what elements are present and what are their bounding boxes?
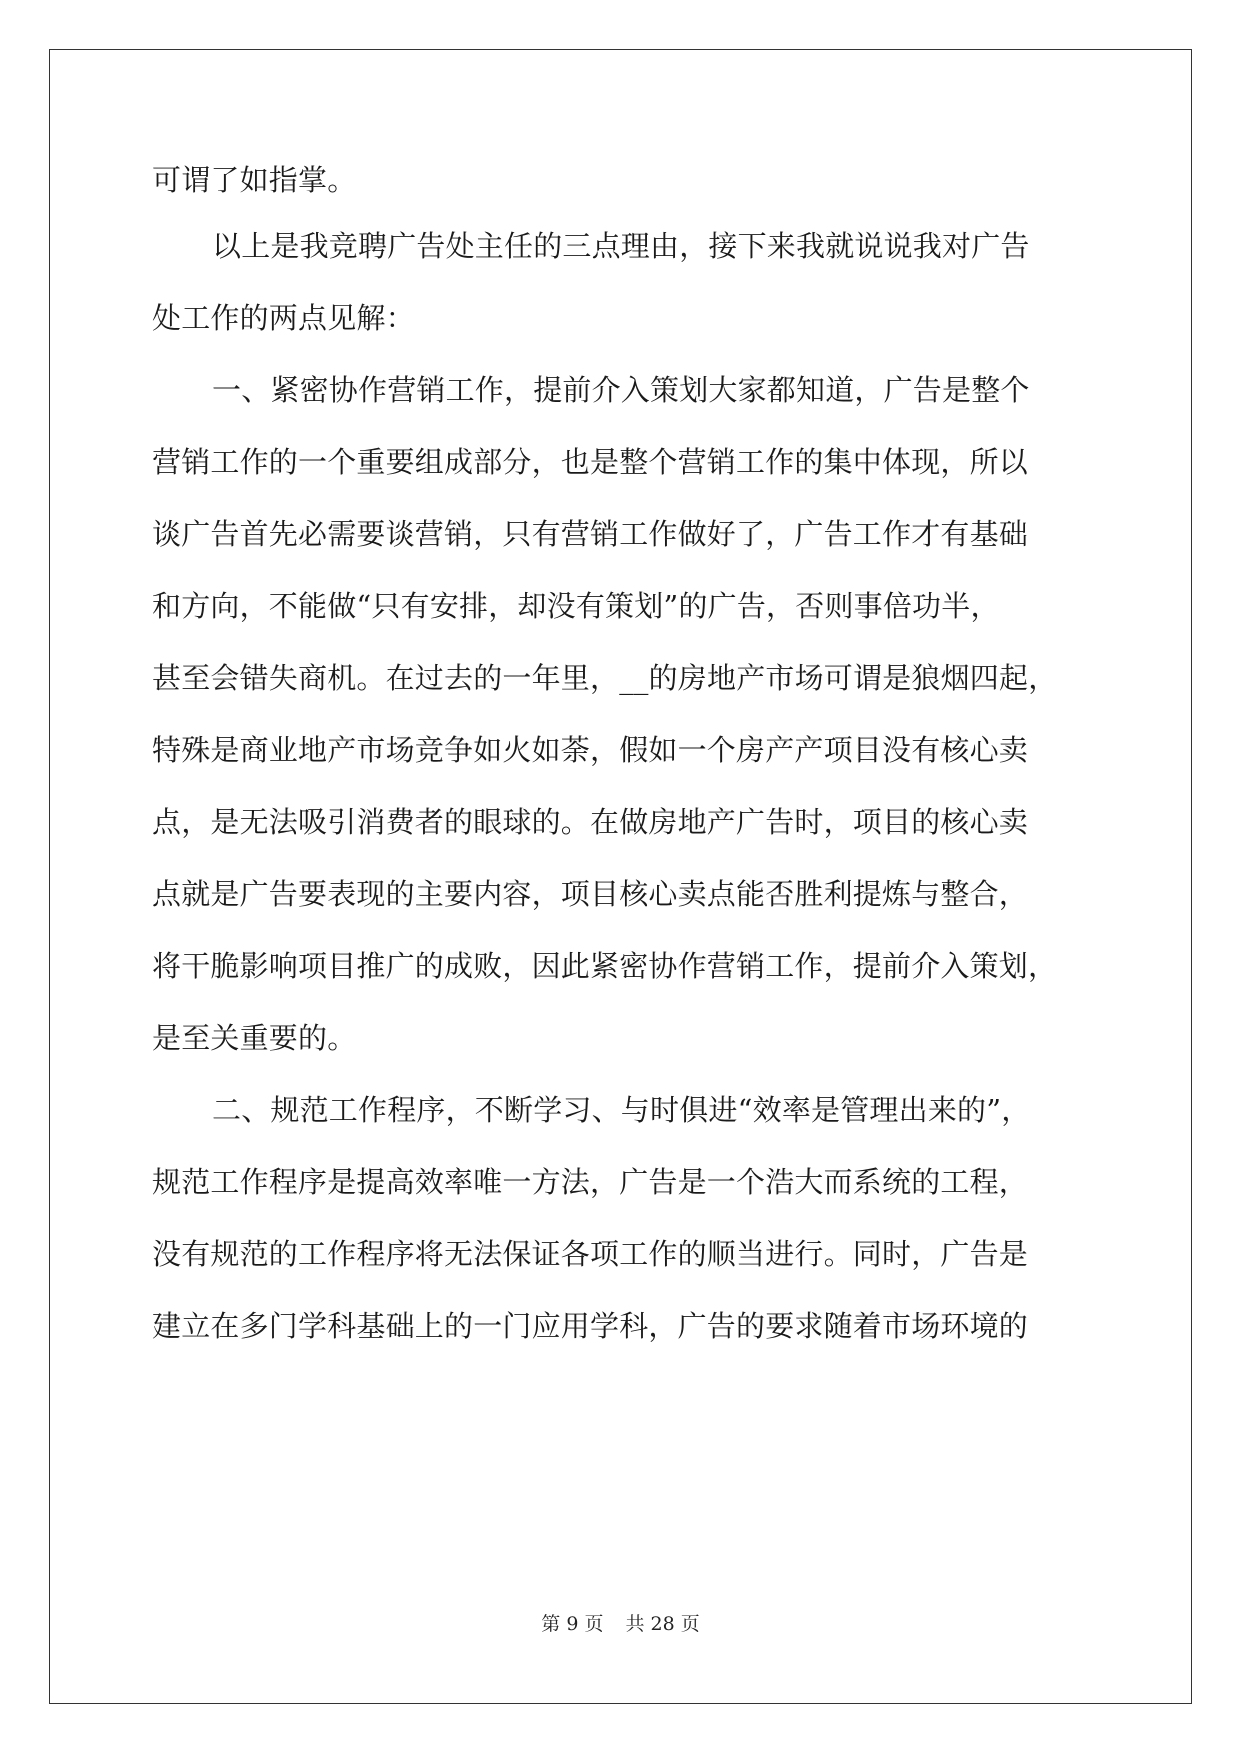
paragraph-line: 将干脆影响项目推广的成败，因此紧密协作营销工作，提前介入策划， (152, 949, 1058, 983)
paragraph-line: 特殊是商业地产市场竞争如火如荼，假如一个房产产项目没有核心卖 (152, 733, 1029, 767)
paragraph-line: 点就是广告要表现的主要内容，项目核心卖点能否胜利提炼与整合， (152, 877, 1029, 911)
paragraph-line: 是至关重要的。 (152, 1021, 357, 1055)
paragraph-line: 二、规范工作程序，不断学习、与时俱进“效率是管理出来的”， (212, 1093, 1031, 1127)
paragraph-line: 谈广告首先必需要谈营销，只有营销工作做好了，广告工作才有基础 (152, 517, 1029, 551)
paragraph-line: 甚至会错失商机。在过去的一年里，__的房地产市场可谓是狼烟四起， (152, 661, 1058, 695)
total-pages-label: 共 28 页 (625, 1613, 700, 1635)
paragraph-line: 一、紧密协作营销工作，提前介入策划大家都知道，广告是整个 (212, 373, 1030, 407)
paragraph-line: 营销工作的一个重要组成部分，也是整个营销工作的集中体现，所以 (152, 445, 1029, 479)
paragraph-line: 规范工作程序是提高效率唯一方法，广告是一个浩大而系统的工程， (152, 1165, 1029, 1199)
paragraph-line: 可谓了如指掌。 (152, 163, 357, 197)
paragraph-line: 和方向，不能做“只有安排，却没有策划”的广告，否则事倍功半， (152, 589, 1000, 623)
paragraph-line: 以上是我竞聘广告处主任的三点理由，接下来我就说说我对广告 (212, 229, 1030, 263)
paragraph-line: 没有规范的工作程序将无法保证各项工作的顺当进行。同时，广告是 (152, 1237, 1029, 1271)
paragraph-line: 处工作的两点见解： (152, 301, 415, 335)
paragraph-line: 点，是无法吸引消费者的眼球的。在做房地产广告时，项目的核心卖 (152, 805, 1029, 839)
paragraph-line: 建立在多门学科基础上的一门应用学科，广告的要求随着市场环境的 (152, 1309, 1029, 1343)
page-number-footer (0, 1612, 1241, 1636)
current-page-label: 第 9 页 (541, 1613, 604, 1635)
